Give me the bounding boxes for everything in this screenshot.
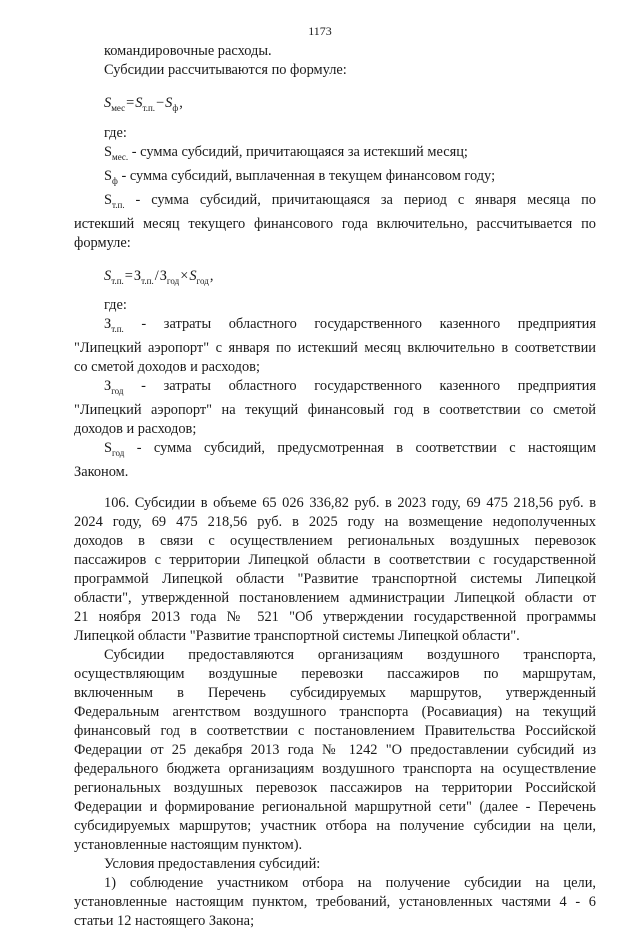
text-line: программой Липецкой области "Развитие транспортной системы Липецкой [74,571,596,587]
definition-z-tp: $З_{т.п.}$ - затраты областного государственного казенного предприятия [104,316,596,335]
text-line: командировочные расходы. [104,43,272,59]
text-line: доходов и расходов; [74,421,197,438]
paragraph-106 [74,494,596,931]
text-line: финансовый год в соответствии с постановлением Правительства Российской [74,723,596,739]
text-line: осуществляющим воздушные перевозки пассажиров по маршрутам, [74,666,596,682]
page-number: 1173 [308,24,332,38]
formula-monthly: $S_{мес}=S_{т.п.}-S_ф$, [104,95,183,113]
text-line: истекший месяц текущего финансового года включительно, рассчитывается по [74,215,596,232]
document-body [74,42,596,931]
text-line: доходов в связи с осуществлением региональных воздушных перевозок [74,533,596,549]
text-line: Федеральным агентством воздушного транспорта (Росавиация) на текущий [74,704,596,720]
text-line: 2024 году, 69 475 218,56 руб. в 2025 году на возмещение недополученных [74,514,596,530]
text-line: Субсидии рассчитываются по формуле: [104,62,347,78]
text-line: 21 ноября 2013 года № 521 "Об утверждении государственной программы [74,609,596,625]
text-line: включенным в Перечень субсидируемых маршрутов, утвержденный [74,685,596,701]
text-line: "Липецкий аэропорт" с января по истекший месяц включительно в соответствии [74,340,596,357]
text-line: региональных воздушных перевозок пассажиров на территории Российской [74,780,596,796]
text-line: формуле: [74,234,131,251]
text-line: Федерации и формирование региональной маршрутной сети" (далее - Перечень [74,799,596,815]
text-line: Субсидии предоставляются организациям воздушного транспорта, [104,647,596,663]
definition-s-f: $S_ф$ - сумма субсидий, выплаченная в текущем финансовом году; [104,167,496,186]
definition-s-god: $S_{год}$ - сумма субсидий, предусмотренная в соответствии с настоящим [104,440,596,458]
text-line: Законом. [74,464,129,480]
text-line: "Липецкий аэропорт" на текущий финансовый год в соответствии со сметой [74,402,596,419]
conditions-title: Условия предоставления субсидий: [104,856,321,872]
definition-z-god: $З_{год}$ - затраты областного государственного казенного предприятия [104,378,596,397]
formula-period: $S_{т.п.}=З_{т.п.}/З_{год}\times S_{год}$, [104,267,214,286]
text-line: Федерации от 25 декабря 2013 года № 1242 "О предоставлении субсидий из [74,742,596,758]
text-line: федерального бюджета организациям воздушного транспорта на осуществление [74,761,596,777]
text-line: Липецкой области "Развитие транспортной системы Липецкой области". [74,628,520,644]
text-line: статьи 12 настоящего Закона; [74,913,255,929]
text-line: области", утвержденной постановлением администрации Липецкой области от [74,590,596,606]
definition-s-mes: $S_{мес.}$ - сумма субсидий, причитающаяся за истекший месяц; [104,143,468,162]
where-label: где: [104,297,127,314]
definition-s-tp: $S_{т.п.}$ - сумма субсидий, причитающаяся за период с января месяца по [104,191,596,210]
text-line: 106. Субсидии в объеме 65 026 336,82 руб. в 2023 году, 69 475 218,56 руб. в [104,495,596,511]
text-line: установленные настоящим пунктом). [74,837,303,853]
where-label: где: [104,124,127,141]
text-line: установленные настоящим пунктом, требований, установленных частями 4 - 6 [74,894,596,910]
text-line: субсидируемых маршрутов; участник отбора на получение субсидии на цели, [74,818,596,834]
text-line: 1) соблюдение участником отбора на получение субсидии на цели, [104,875,596,891]
text-line: со сметой доходов и расходов; [74,359,260,376]
text-line: пассажиров с территории Липецкой области в соответствии с государственной [74,552,596,568]
